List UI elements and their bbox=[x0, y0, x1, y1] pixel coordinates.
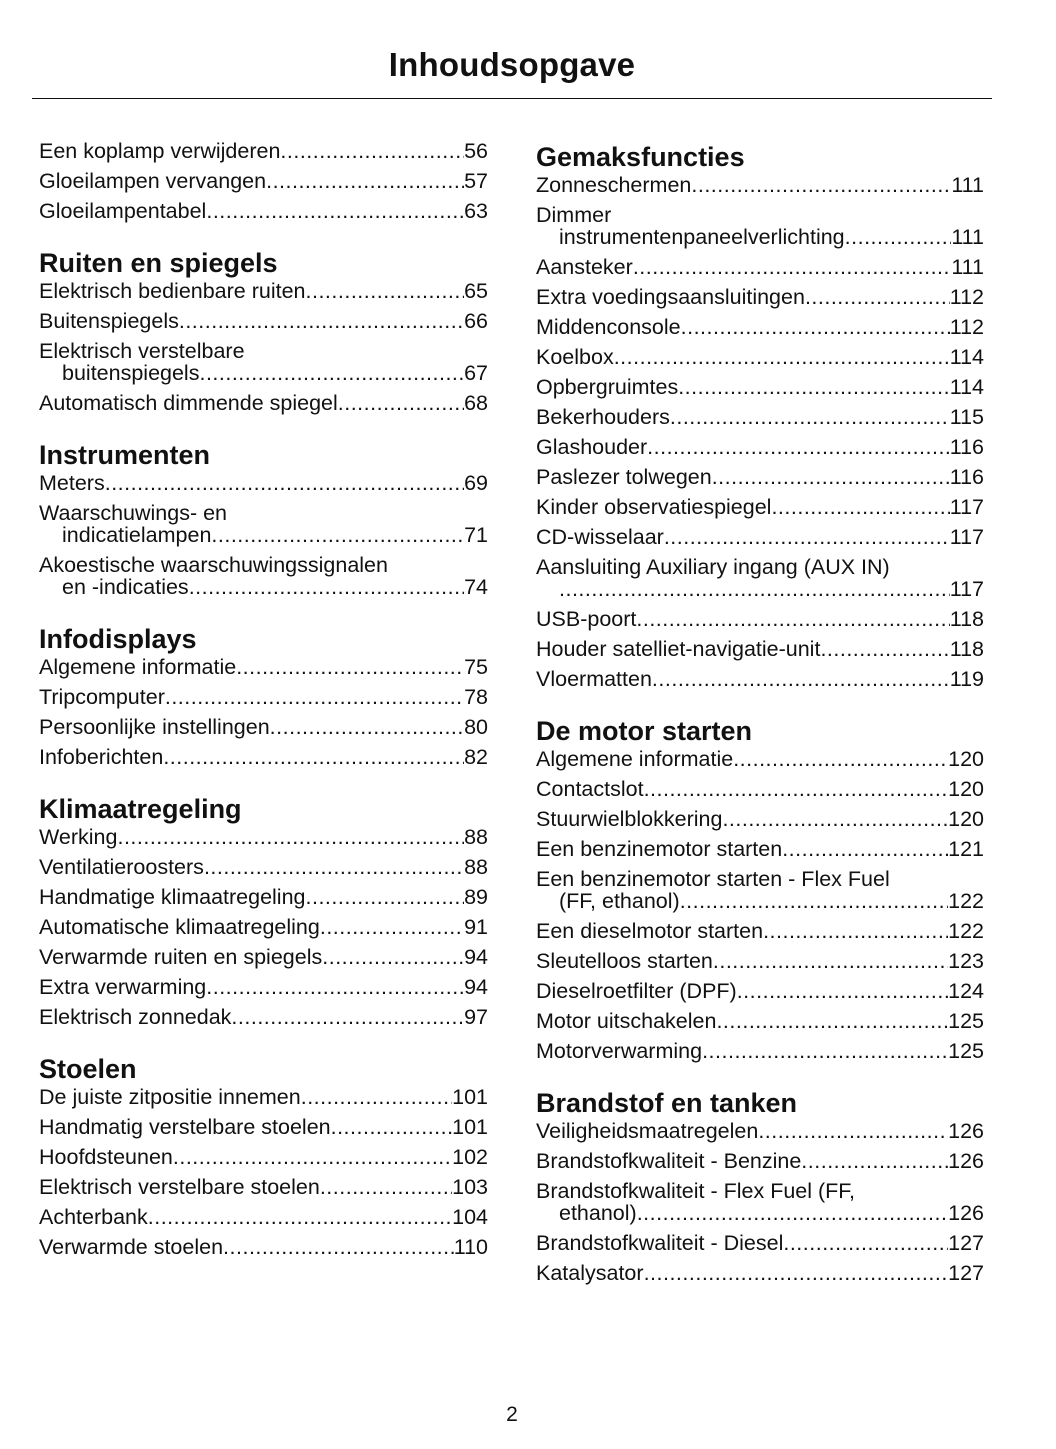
dot-leader bbox=[199, 362, 464, 384]
toc-entry-text: Elektrisch zonnedak bbox=[39, 1005, 232, 1029]
toc-entry[interactable] bbox=[536, 436, 984, 458]
toc-entry[interactable] bbox=[536, 1180, 984, 1224]
toc-page-number: 114 bbox=[949, 375, 984, 399]
toc-entry[interactable] bbox=[536, 256, 984, 278]
toc-page-number: 125 bbox=[948, 1009, 984, 1033]
section-heading: Ruiten en spiegels bbox=[39, 248, 278, 278]
toc-entry[interactable] bbox=[536, 868, 984, 912]
toc-page-number: 80 bbox=[464, 715, 488, 739]
dot-leader bbox=[206, 200, 464, 222]
toc-page-number: 119 bbox=[949, 667, 984, 691]
dot-leader bbox=[179, 310, 464, 332]
toc-page-number: 117 bbox=[949, 495, 984, 519]
toc-entry[interactable] bbox=[536, 376, 984, 398]
toc-page-number: 74 bbox=[464, 575, 488, 599]
dot-leader bbox=[206, 976, 464, 998]
dot-leader bbox=[680, 890, 948, 912]
toc-entry[interactable] bbox=[39, 392, 488, 414]
dot-leader bbox=[644, 778, 949, 800]
toc-page-number: 66 bbox=[464, 309, 488, 333]
dot-leader bbox=[712, 466, 950, 488]
toc-entry[interactable] bbox=[39, 554, 488, 598]
toc-entry[interactable] bbox=[39, 1146, 488, 1168]
toc-entry-text: Brandstofkwaliteit - Diesel bbox=[536, 1231, 784, 1255]
toc-entry-text: Motor uitschakelen bbox=[536, 1009, 717, 1033]
dot-leader bbox=[320, 1176, 452, 1198]
toc-page-number: 111 bbox=[951, 225, 984, 249]
toc-section-gemaksfuncties bbox=[536, 140, 984, 690]
toc-page-number: 56 bbox=[464, 139, 488, 163]
toc-entry-text: Werking bbox=[39, 825, 118, 849]
toc-page-number: 123 bbox=[948, 949, 984, 973]
toc-entry[interactable] bbox=[536, 1262, 984, 1284]
dot-leader bbox=[758, 1120, 948, 1142]
dot-leader bbox=[301, 1086, 452, 1108]
toc-section-de-motor-starten bbox=[536, 714, 984, 1062]
dot-leader bbox=[223, 1236, 454, 1258]
dot-leader bbox=[644, 1262, 949, 1284]
dot-leader bbox=[148, 1206, 452, 1228]
toc-entry-text: Akoestische waarschuwingssignalen bbox=[39, 553, 388, 577]
toc-entry-text: Opbergruimtes bbox=[536, 375, 679, 399]
toc-section-ruiten-en-spiegels bbox=[39, 246, 488, 414]
toc-page-number: 110 bbox=[453, 1235, 488, 1259]
toc-entry-text: Waarschuwings- en bbox=[39, 501, 227, 525]
toc-entry-text: Gloeilampen vervangen bbox=[39, 169, 267, 193]
toc-page-number: 88 bbox=[464, 825, 488, 849]
dot-leader bbox=[331, 1116, 453, 1138]
toc-entry[interactable] bbox=[39, 340, 488, 384]
toc-entry[interactable] bbox=[536, 174, 984, 196]
toc-entry[interactable] bbox=[536, 204, 984, 248]
dot-leader bbox=[105, 472, 464, 494]
dot-leader bbox=[211, 524, 464, 546]
toc-entry[interactable] bbox=[39, 826, 488, 848]
toc-section-infodisplays bbox=[39, 622, 488, 768]
dot-leader bbox=[664, 526, 950, 548]
toc-page-number: 127 bbox=[948, 1261, 984, 1285]
toc-entry[interactable] bbox=[536, 980, 984, 1002]
toc-entry-text: Een koplamp verwijderen bbox=[39, 139, 281, 163]
toc-page-number: 118 bbox=[949, 637, 984, 661]
dot-leader bbox=[189, 576, 464, 598]
section-heading: De motor starten bbox=[536, 716, 753, 746]
toc-page-number: 57 bbox=[464, 169, 488, 193]
toc-entry-text: Tripcomputer bbox=[39, 685, 165, 709]
toc-entry-text: Glashouder bbox=[536, 435, 648, 459]
toc-entry[interactable] bbox=[39, 1206, 488, 1228]
toc-section bbox=[39, 140, 488, 222]
section-heading: Stoelen bbox=[39, 1054, 137, 1084]
toc-entry[interactable] bbox=[536, 1232, 984, 1254]
toc-entry[interactable] bbox=[39, 716, 488, 738]
dot-leader bbox=[280, 140, 464, 162]
dot-leader bbox=[266, 170, 464, 192]
toc-entry[interactable] bbox=[536, 316, 984, 338]
toc-page-number: 71 bbox=[464, 523, 488, 547]
toc-entry-text: Contactslot bbox=[536, 777, 644, 801]
toc-entry-text: CD-wisselaar bbox=[536, 525, 664, 549]
toc-page-number: 122 bbox=[948, 919, 984, 943]
toc-page-number: 101 bbox=[452, 1115, 488, 1139]
toc-entry-text: Zonneschermen bbox=[536, 173, 692, 197]
toc-page-number: 75 bbox=[464, 655, 488, 679]
toc-entry-text: USB-poort bbox=[536, 607, 637, 631]
toc-entry-text: Dimmer bbox=[536, 203, 612, 227]
dot-leader bbox=[636, 608, 949, 630]
toc-page-number: 116 bbox=[949, 435, 984, 459]
toc-entry[interactable] bbox=[536, 808, 984, 830]
toc-section-stoelen bbox=[39, 1052, 488, 1258]
toc-page-number: 117 bbox=[949, 525, 984, 549]
dot-leader bbox=[559, 578, 950, 600]
toc-entry[interactable] bbox=[39, 1086, 488, 1108]
toc-entry-text: Verwarmde stoelen bbox=[39, 1235, 224, 1259]
toc-entry[interactable] bbox=[536, 496, 984, 518]
toc-entry[interactable] bbox=[536, 838, 984, 860]
dot-leader bbox=[737, 980, 948, 1002]
toc-entry-text: Motorverwarming bbox=[536, 1039, 703, 1063]
toc-entry[interactable] bbox=[536, 638, 984, 660]
toc-entry-text: Verwarmde ruiten en spiegels bbox=[39, 945, 323, 969]
toc-entry-text: Elektrisch verstelbare bbox=[39, 339, 245, 363]
toc-entry-text: Handmatig verstelbare stoelen bbox=[39, 1115, 331, 1139]
toc-entry-text: Extra verwarming bbox=[39, 975, 207, 999]
dot-leader bbox=[670, 406, 950, 428]
toc-entry[interactable] bbox=[536, 406, 984, 428]
dot-leader bbox=[338, 392, 464, 414]
toc-entry-text: Sleutelloos starten bbox=[536, 949, 713, 973]
toc-entry[interactable] bbox=[536, 668, 984, 690]
page-title: Inhoudsopgave bbox=[388, 46, 636, 83]
toc-entry-text: Gloeilampentabel bbox=[39, 199, 207, 223]
dot-leader bbox=[782, 838, 948, 860]
toc-page-number: 112 bbox=[949, 285, 984, 309]
toc-entry[interactable] bbox=[39, 746, 488, 768]
dot-leader bbox=[783, 1232, 948, 1254]
dot-leader bbox=[801, 1150, 948, 1172]
section-heading: Gemaksfuncties bbox=[536, 142, 745, 172]
toc-page-number: 117 bbox=[949, 577, 984, 601]
dot-leader bbox=[733, 748, 948, 770]
toc-entry-text: Buitenspiegels bbox=[39, 309, 179, 333]
toc-page-number: 88 bbox=[464, 855, 488, 879]
toc-page-number: 63 bbox=[464, 199, 488, 223]
toc-entry[interactable] bbox=[536, 556, 984, 600]
toc-entry[interactable] bbox=[39, 886, 488, 908]
toc-entry[interactable] bbox=[536, 466, 984, 488]
dot-leader bbox=[722, 808, 948, 830]
toc-entry[interactable] bbox=[39, 1176, 488, 1198]
toc-entry-text: Katalysator bbox=[536, 1261, 644, 1285]
toc-entry[interactable] bbox=[536, 950, 984, 972]
toc-entry-text: Extra voedingsaansluitingen bbox=[536, 285, 805, 309]
toc-entry[interactable] bbox=[39, 686, 488, 708]
toc-entry[interactable] bbox=[39, 856, 488, 878]
dot-leader bbox=[173, 1146, 452, 1168]
toc-entry[interactable] bbox=[536, 1040, 984, 1062]
toc-entry-text: Aansteker bbox=[536, 255, 633, 279]
toc-page-number: 111 bbox=[951, 173, 984, 197]
toc-entry-text: Automatisch dimmende spiegel bbox=[39, 391, 338, 415]
dot-leader bbox=[236, 656, 464, 678]
toc-entry[interactable] bbox=[39, 976, 488, 998]
dot-leader bbox=[820, 638, 949, 660]
toc-entry-text: en -indicaties bbox=[62, 575, 189, 599]
toc-page-number: 127 bbox=[948, 1231, 984, 1255]
toc-entry-text: De juiste zitpositie innemen bbox=[39, 1085, 301, 1109]
toc-entry[interactable] bbox=[39, 656, 488, 678]
toc-page-number: 120 bbox=[948, 747, 984, 771]
toc-section-brandstof-en-tanken bbox=[536, 1086, 984, 1284]
toc-entry[interactable] bbox=[39, 1236, 488, 1258]
toc-page-number: 89 bbox=[464, 885, 488, 909]
toc-entry-text: Ventilatieroosters bbox=[39, 855, 204, 879]
dot-leader bbox=[652, 668, 950, 690]
toc-entry-text: Kinder observatiespiegel bbox=[536, 495, 772, 519]
dot-leader bbox=[163, 746, 464, 768]
dot-leader bbox=[845, 226, 952, 248]
toc-entry-text: Automatische klimaatregeling bbox=[39, 915, 320, 939]
toc-page-number: 124 bbox=[948, 979, 984, 1003]
toc-section-instrumenten bbox=[39, 438, 488, 598]
dot-leader bbox=[117, 826, 464, 848]
toc-page-number: 115 bbox=[949, 405, 984, 429]
dot-leader bbox=[614, 346, 950, 368]
toc-entry-text: Brandstofkwaliteit - Benzine bbox=[536, 1149, 802, 1173]
toc-entry-text: Dieselroetfilter (DPF) bbox=[536, 979, 737, 1003]
dot-leader bbox=[805, 286, 950, 308]
toc-page-number: 101 bbox=[452, 1085, 488, 1109]
dot-leader bbox=[231, 1006, 464, 1028]
page-number: 2 bbox=[506, 1403, 518, 1426]
toc-page-number: 116 bbox=[949, 465, 984, 489]
toc-page-number: 112 bbox=[949, 315, 984, 339]
dot-leader bbox=[691, 174, 951, 196]
toc-entry[interactable] bbox=[39, 916, 488, 938]
toc-page-number: 94 bbox=[464, 945, 488, 969]
dot-leader bbox=[771, 496, 949, 518]
dot-leader bbox=[270, 716, 464, 738]
dot-leader bbox=[637, 1202, 948, 1224]
toc-column-left bbox=[39, 140, 488, 1282]
toc-entry[interactable] bbox=[39, 310, 488, 332]
toc-entry-text: Stuurwielblokkering bbox=[536, 807, 723, 831]
dot-leader bbox=[306, 280, 465, 302]
toc-entry-text: Elektrisch verstelbare stoelen bbox=[39, 1175, 320, 1199]
toc-page-number: 94 bbox=[464, 975, 488, 999]
toc-entry[interactable] bbox=[536, 748, 984, 770]
toc-page-number: 69 bbox=[464, 471, 488, 495]
toc-entry[interactable] bbox=[536, 526, 984, 548]
toc-entry-text: Een benzinemotor starten - Flex Fuel bbox=[536, 867, 890, 891]
toc-entry[interactable] bbox=[39, 280, 488, 302]
toc-entry-text: Een dieselmotor starten bbox=[536, 919, 764, 943]
toc-page-number: 91 bbox=[464, 915, 488, 939]
toc-entry[interactable] bbox=[536, 346, 984, 368]
toc-page-number: 126 bbox=[948, 1119, 984, 1143]
toc-page-number: 120 bbox=[948, 807, 984, 831]
toc-entry[interactable] bbox=[536, 778, 984, 800]
toc-page-number: 126 bbox=[948, 1149, 984, 1173]
toc-entry-text: Vloermatten bbox=[536, 667, 652, 691]
toc-entry[interactable] bbox=[39, 1116, 488, 1138]
toc-entry-text: buitenspiegels bbox=[62, 361, 200, 385]
toc-entry-text: instrumentenpaneelverlichting bbox=[559, 225, 845, 249]
toc-page-number: 68 bbox=[464, 391, 488, 415]
section-heading: Instrumenten bbox=[39, 440, 211, 470]
toc-page-number: 111 bbox=[951, 255, 984, 279]
dot-leader bbox=[165, 686, 464, 708]
dot-leader bbox=[681, 316, 950, 338]
dot-leader bbox=[647, 436, 950, 458]
toc-entry[interactable] bbox=[536, 1010, 984, 1032]
dot-leader bbox=[678, 376, 950, 398]
toc-entry-text: Paslezer tolwegen bbox=[536, 465, 712, 489]
toc-entry[interactable] bbox=[39, 170, 488, 192]
toc-page-number: 126 bbox=[948, 1201, 984, 1225]
toc-entry-text: Brandstofkwaliteit - Flex Fuel (FF, bbox=[536, 1179, 856, 1203]
title-divider bbox=[32, 98, 992, 99]
toc-page-number: 125 bbox=[948, 1039, 984, 1063]
toc-entry[interactable] bbox=[536, 1120, 984, 1142]
toc-page-number: 118 bbox=[949, 607, 984, 631]
section-heading: Brandstof en tanken bbox=[536, 1088, 798, 1118]
dot-leader bbox=[702, 1040, 948, 1062]
toc-column-right bbox=[536, 140, 984, 1308]
toc-entry-text: indicatielampen bbox=[62, 523, 212, 547]
toc-page-number: 82 bbox=[464, 745, 488, 769]
toc-entry-text: Een benzinemotor starten bbox=[536, 837, 783, 861]
toc-entry[interactable] bbox=[39, 502, 488, 546]
toc-entry-text: Koelbox bbox=[536, 345, 614, 369]
toc-entry-text: Veiligheidsmaatregelen bbox=[536, 1119, 759, 1143]
toc-page-number: 65 bbox=[464, 279, 488, 303]
toc-entry[interactable] bbox=[39, 1006, 488, 1028]
dot-leader bbox=[322, 946, 464, 968]
dot-leader bbox=[320, 916, 464, 938]
toc-entry-text: ethanol) bbox=[559, 1201, 637, 1225]
toc-entry[interactable] bbox=[39, 472, 488, 494]
section-heading: Klimaatregeling bbox=[39, 794, 242, 824]
toc-page-number: 104 bbox=[452, 1205, 488, 1229]
toc-entry-text: (FF, ethanol) bbox=[559, 889, 680, 913]
toc-entry-text: Meters bbox=[39, 471, 105, 495]
toc-page-number: 67 bbox=[464, 361, 488, 385]
toc-entry-text: Algemene informatie bbox=[536, 747, 734, 771]
toc-entry[interactable] bbox=[536, 920, 984, 942]
toc-page-number: 122 bbox=[948, 889, 984, 913]
toc-entry[interactable] bbox=[536, 286, 984, 308]
toc-entry-text: Aansluiting Auxiliary ingang (AUX IN) bbox=[536, 555, 890, 579]
section-heading: Infodisplays bbox=[39, 624, 197, 654]
toc-entry[interactable] bbox=[39, 200, 488, 222]
toc-page-number: 103 bbox=[452, 1175, 488, 1199]
toc-entry[interactable] bbox=[39, 140, 488, 162]
toc-entry-text: Handmatige klimaatregeling bbox=[39, 885, 306, 909]
dot-leader bbox=[713, 950, 948, 972]
toc-entry-text: Achterbank bbox=[39, 1205, 148, 1229]
dot-leader bbox=[716, 1010, 948, 1032]
toc-entry-text: Hoofdsteunen bbox=[39, 1145, 173, 1169]
toc-entry[interactable] bbox=[536, 1150, 984, 1172]
toc-page-number: 114 bbox=[949, 345, 984, 369]
toc-page-number: 102 bbox=[452, 1145, 488, 1169]
toc-entry-text: Infoberichten bbox=[39, 745, 164, 769]
toc-entry-text: Elektrisch bedienbare ruiten bbox=[39, 279, 306, 303]
dot-leader bbox=[204, 856, 464, 878]
toc-page-number: 78 bbox=[464, 685, 488, 709]
dot-leader bbox=[763, 920, 948, 942]
dot-leader bbox=[306, 886, 465, 908]
toc-page-number: 120 bbox=[948, 777, 984, 801]
toc-entry[interactable] bbox=[39, 946, 488, 968]
toc-entry-text: Persoonlijke instellingen bbox=[39, 715, 270, 739]
toc-entry-text: Algemene informatie bbox=[39, 655, 237, 679]
toc-entry-text: Bekerhouders bbox=[536, 405, 670, 429]
toc-entry-text: Middenconsole bbox=[536, 315, 681, 339]
toc-page-number: 97 bbox=[464, 1005, 488, 1029]
toc-page-number: 121 bbox=[948, 837, 984, 861]
dot-leader bbox=[633, 256, 952, 278]
toc-section-klimaatregeling bbox=[39, 792, 488, 1028]
toc-entry[interactable] bbox=[536, 608, 984, 630]
toc-entry-text: Houder satelliet-navigatie-unit bbox=[536, 637, 821, 661]
